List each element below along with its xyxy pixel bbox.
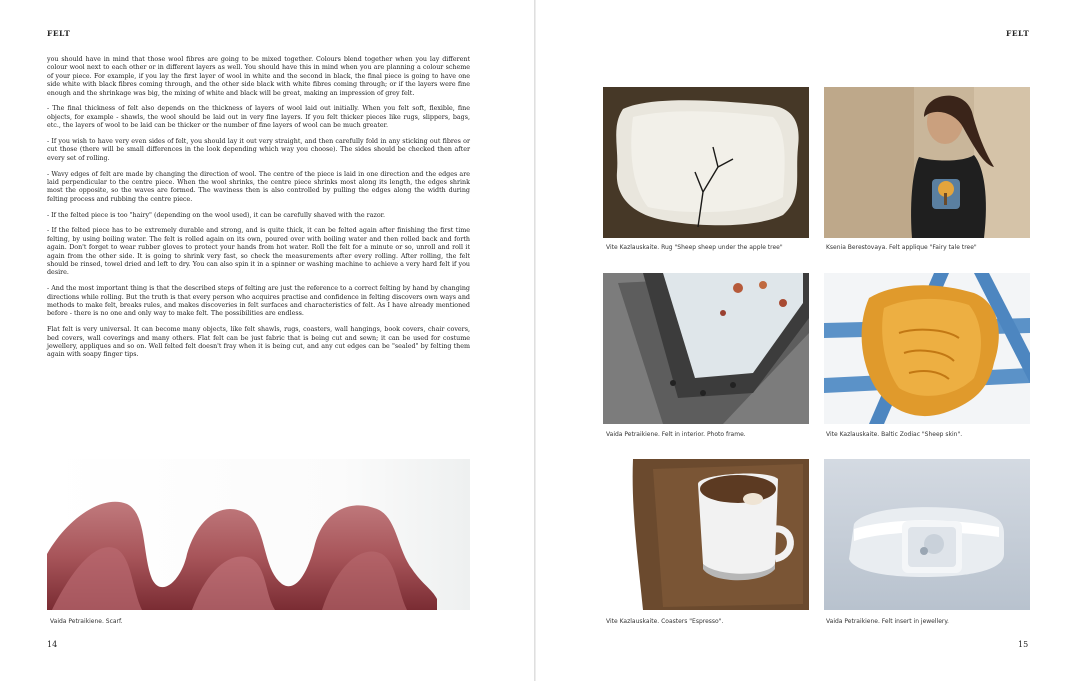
coasters-photo xyxy=(603,459,809,610)
sheep-skin-caption: Vite Kazlauskaite. Baltic Zodiac "Sheep skin". xyxy=(826,431,963,438)
coasters-caption: Vite Kazlauskaite. Coasters "Espresso". xyxy=(606,618,724,625)
paragraph: - The final thickness of felt also depends on the thickness of layers of wool laid out initially. When you felt soft, flexible, fine objects, for example - shawls, the wool should be laid out in very fine layers. If you felt thicker pieces like rugs, slippers, bags, etc., the layers of wool to be laid can be thicker or the number of fine layers of wool can be much greater. xyxy=(47,105,470,130)
right-page-number: 15 xyxy=(1018,640,1029,649)
sheep-skin-photo xyxy=(824,273,1030,424)
jewellery-caption: Vaida Petraikiene. Felt insert in jewellery. xyxy=(826,618,949,625)
paragraph: - If you wish to have very even sides of felt, you should lay it out very straight, and then carefully fold in any sticking out fibres or cut those (there will be small differences in the look depending which way you choose). The sides should be checked then after every set of rolling. xyxy=(47,138,470,162)
page-gutter xyxy=(534,0,536,681)
applique-caption: Ksenia Berestovaya. Felt applique "Fairy tale tree" xyxy=(826,244,977,251)
paragraph: - If the felted piece is too "hairy" (depending on the wool used), it can be carefully shaved with the razor. xyxy=(47,211,385,219)
paragraph: Flat felt is very universal. It can become many objects, like felt shawls, rugs, coasters, wall hangings, book covers, chair covers, bed covers, wall coverings and many others. Flat felt can be just fabric that is being cut and sewn; it can be used for costume jewellery, appliques and so on. Well felted felt doesn't fray when it is being cut, and any cut edges can be "sealed" by felting them again with soapy finger tips. xyxy=(47,326,470,359)
applique-photo xyxy=(824,87,1030,238)
rug-caption: Vite Kazlauskaite. Rug "Sheep sheep under the apple tree" xyxy=(606,244,783,251)
photo-frame-photo xyxy=(603,273,809,424)
left-running-head: FELT xyxy=(47,29,71,38)
left-page-number: 14 xyxy=(47,640,58,649)
body-text xyxy=(47,56,470,367)
jewellery-photo xyxy=(824,459,1030,610)
paragraph: you should have in mind that those wool fibres are going to be mixed together. Colours blend together when you lay different colour wool next to each other or in different layers as well. You should have this in mind when you are planning a colour scheme of your piece. For example, if you lay the first layer of wool in white and the second in black, the final piece is going to have one side white with black fibres coming through, and the other side black with white fibres coming through; or if the layers were fine enough and the shrinkage was big, the mixing of white and black will be great, making an impression of grey felt. xyxy=(47,56,470,97)
photo-frame-caption: Vaida Petraikiene. Felt in interior. Photo frame. xyxy=(606,431,746,438)
rug-photo xyxy=(603,87,809,238)
paragraph: - If the felted piece has to be extremely durable and strong, and is quite thick, it can be felted again after finishing the first time felting, by using boiling water. The felt is rolled again on its own, poured over with boiling water and then rolled back and forth again. Don't forget to wear rubber gloves to protect your hands from hot water. Roll the felt for a minute or so, unroll and roll it again from the other side. It is going to shrink very fast, so check the measurements after every rolling. After rolling, the felt should be rinsed, towel dried and left to dry. You can also spin it in a spinner or washing machine to achieve a very hard felt if you desire. xyxy=(47,227,470,277)
scarf-photo xyxy=(47,459,470,610)
scarf-caption: Vaida Petraikiene. Scarf. xyxy=(50,618,123,625)
paragraph: - Wavy edges of felt are made by changing the direction of wool. The centre of the piece is laid in one direction and the edges are laid perpendicular to the centre piece. When the wool shrinks, the centre piece shrinks most along its length, the edges shrink most the opposite, so the waves are formed. The waviness then is also controlled by pulling the edges along the width during felting process and rubbing the centre piece. xyxy=(47,170,470,203)
right-running-head: FELT xyxy=(1006,29,1030,38)
paragraph: - And the most important thing is that the described steps of felting are just the reference to a correct felting by hand by changing directions while rolling. But the truth is that every person who acquires practise and confidence in felting discovers own ways and methods to make felt, breaks rules, and makes discoveries in felt surfaces and characteristics of felt. As I have already mentioned before - there is no one and only way to make felt. The possibilities are endless. xyxy=(47,285,470,318)
